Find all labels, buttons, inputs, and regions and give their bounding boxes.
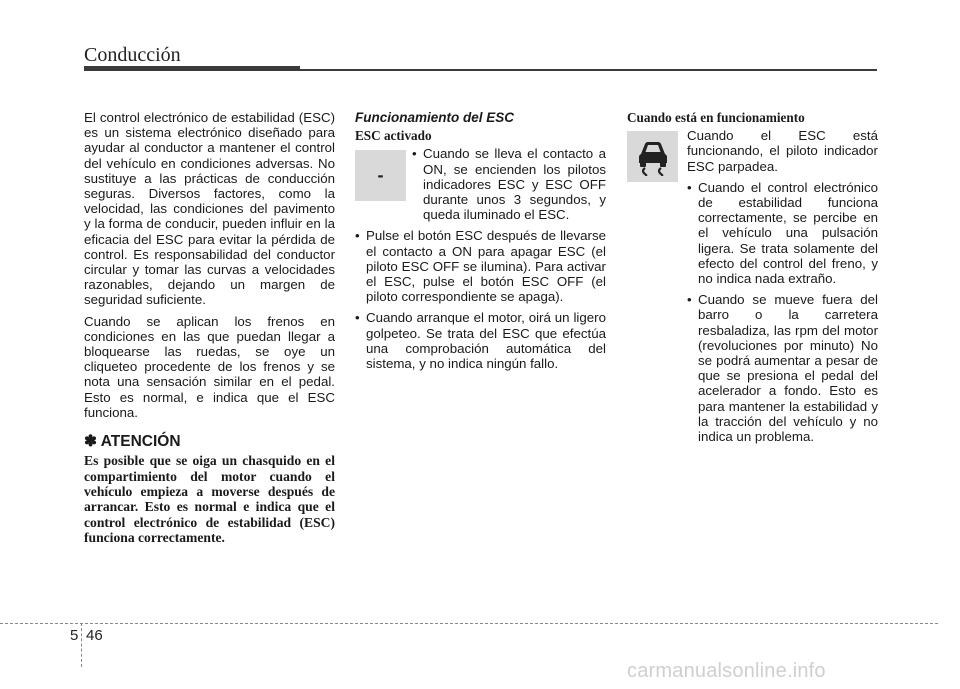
indicator-placeholder-label: - [377, 164, 384, 185]
intro-paragraph: El control electrónico de estabilidad (ESC) es un sistema electrónico diseñado para ayudar al conductor a mantener el control del vehículo en condiciones adversas. No sustituye a las prácticas de conducción seguras. Diversos factores, como la velocidad, las condiciones del pavimento y la forma de conducir, pueden influir en la eficacia del ESC para evitar la pérdida de control. Es responsabilidad del conductor circular y tomar las curvas a velocidades razonables, dejando un margen de seguridad suficiente. [84, 110, 335, 308]
section-heading: Funcionamiento del ESC [355, 110, 515, 125]
header-rule-thin [300, 69, 877, 71]
watermark: carmanualsonline.info [627, 660, 826, 682]
header-rule-thick [84, 66, 300, 71]
chapter-number: 5 [70, 627, 79, 644]
page-header-title: Conducción [84, 44, 181, 66]
in-operation-intro: Cuando el ESC está funcionando, el piloto indicador ESC parpadea. [687, 128, 878, 174]
column-esc-operation [355, 110, 606, 377]
list-item: • Cuando arranque el motor, oirá un ligero golpeteo. Se trata del ESC que efectúa una comprobación automática del sistema, y no indica ningún fallo. [355, 310, 606, 371]
brakes-paragraph: Cuando se aplican los frenos en condiciones en las que puedan llegar a bloquearse las ruedas, se oye un cliqueteo procedente de los frenos y se nota una sensación similar en el pedal. Esto es normal, e indica que el ESC funciona. [84, 313, 335, 420]
list-item: • Cuando el control electrónico de estabilidad funciona correctamente, se percibe en el vehículo una pulsación ligera. Se trata solamente del efecto del control del freno, y no indica nada extraño. [687, 180, 878, 286]
list-item: • Cuando se lleva el contacto a ON, se encienden los pilotos indicadores ESC y ESC OFF durante unos 3 segundos, y queda iluminado el ESC. [412, 146, 606, 222]
footer-divider [0, 623, 938, 624]
list-item: • Cuando se mueve fuera del barro o la carretera resbaladiza, las rpm del motor (revoluciones por minuto) No se podrá aumentar a pesar de que se presiona el pedal del acelerador a fondo. Esto es para mantener la estabilidad y la tracción del vehículo y no indica un problema. [687, 292, 878, 444]
in-operation-bullet-list [687, 180, 878, 444]
page-number: 46 [86, 627, 103, 644]
indicator-placeholder-box [355, 150, 406, 201]
in-operation-subheading: Cuando está en funcionamiento [627, 110, 805, 125]
footer-page-separator [81, 623, 82, 667]
attention-title: ✽ ATENCIÓN [84, 433, 181, 451]
esc-skid-car-icon [627, 131, 678, 182]
esc-on-subheading: ESC activado [355, 128, 432, 144]
list-item: • Pulse el botón ESC después de llevarse el contacto a ON para apagar ESC (el piloto ESC OFF se ilumina). Para activar el ESC, pulse el botón ESC OFF (el piloto correspondiente se apaga). [355, 228, 606, 304]
column-intro [84, 110, 335, 552]
column-in-operation [627, 110, 878, 450]
attention-body: Es posible que se oiga un chasquido en el compartimiento del motor cuando el vehículo empieza a moverse después de arrancar. Esto es normal e indica que el control electrónico de estabilidad (ESC) funciona correctamente. [84, 453, 335, 546]
